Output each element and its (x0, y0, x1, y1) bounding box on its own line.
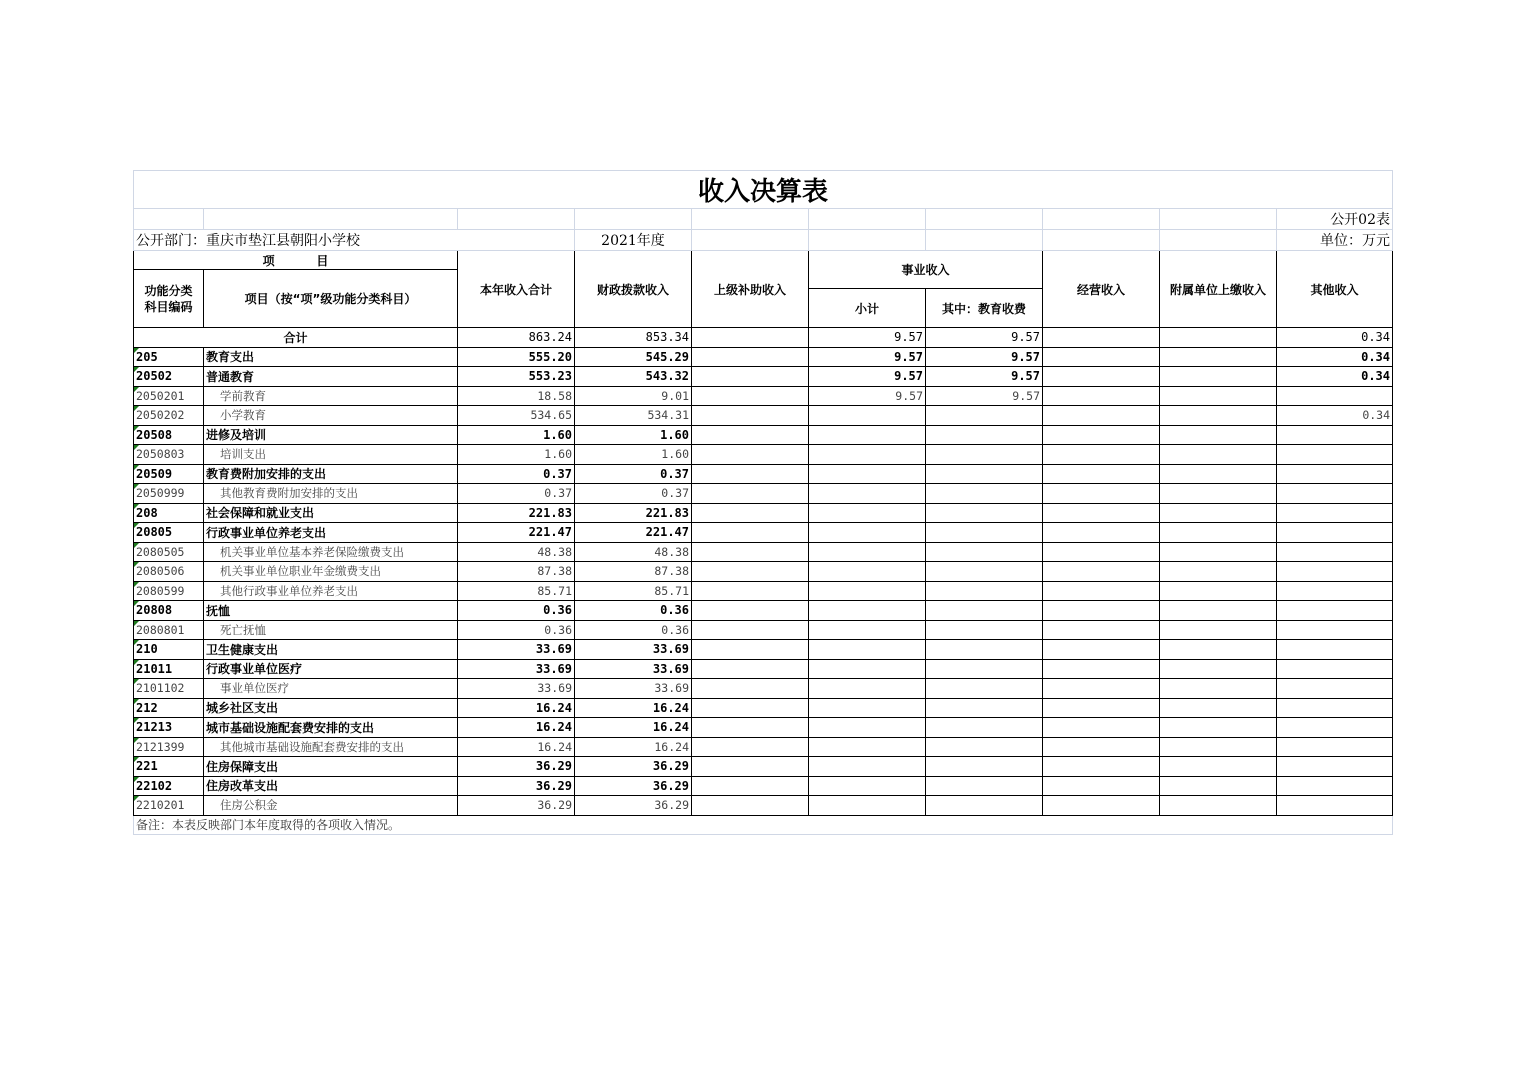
table-row (134, 367, 1393, 387)
row-cell-edu-fee (926, 796, 1043, 816)
row-code: 205 (134, 347, 204, 367)
row-cell-edu-fee (926, 640, 1043, 660)
table-row (134, 601, 1393, 621)
row-cell-fiscal: 87.38 (575, 562, 692, 582)
row-code: 21213 (134, 718, 204, 738)
table-row (134, 464, 1393, 484)
row-code: 2080801 (134, 620, 204, 640)
row-cell-subtotal: 9.57 (809, 347, 926, 367)
row-cell-fiscal: 16.24 (575, 698, 692, 718)
table-row (134, 406, 1393, 426)
row-cell-fiscal: 1.60 (575, 425, 692, 445)
row-cell-affiliated (1160, 581, 1277, 601)
row-cell-superior (692, 737, 809, 757)
row-cell-total: 0.36 (458, 601, 575, 621)
row-cell-subtotal (809, 776, 926, 796)
row-cell-operating (1043, 542, 1160, 562)
row-cell-affiliated (1160, 386, 1277, 406)
total-cell-subtotal: 9.57 (809, 328, 926, 348)
row-cell-affiliated (1160, 698, 1277, 718)
row-cell-fiscal: 33.69 (575, 679, 692, 699)
total-cell-edu-fee: 9.57 (926, 328, 1043, 348)
total-cell-total: 863.24 (458, 328, 575, 348)
form-number: 公开02表 (1277, 209, 1393, 230)
row-cell-edu-fee: 9.57 (926, 386, 1043, 406)
table-row (134, 659, 1393, 679)
row-cell-operating (1043, 581, 1160, 601)
row-code: 221 (134, 757, 204, 777)
row-code: 2121399 (134, 737, 204, 757)
row-cell-subtotal (809, 620, 926, 640)
row-cell-operating (1043, 367, 1160, 387)
table-row (134, 718, 1393, 738)
row-cell-total: 48.38 (458, 542, 575, 562)
row-cell-total: 85.71 (458, 581, 575, 601)
row-cell-superior (692, 445, 809, 465)
row-cell-total: 33.69 (458, 659, 575, 679)
total-cell-affiliated (1160, 328, 1277, 348)
row-cell-superior (692, 406, 809, 426)
row-name: 机关事业单位基本养老保险缴费支出 (204, 542, 458, 562)
row-cell-fiscal: 16.24 (575, 737, 692, 757)
table-row (134, 757, 1393, 777)
row-cell-operating (1043, 484, 1160, 504)
row-cell-total: 36.29 (458, 776, 575, 796)
table-row (134, 737, 1393, 757)
row-cell-other (1277, 601, 1393, 621)
row-cell-total: 534.65 (458, 406, 575, 426)
header-business-group: 事业收入 (809, 251, 1043, 289)
row-code: 2080599 (134, 581, 204, 601)
table-row (134, 347, 1393, 367)
row-cell-affiliated (1160, 367, 1277, 387)
table-row (134, 425, 1393, 445)
row-cell-other (1277, 620, 1393, 640)
row-cell-edu-fee (926, 718, 1043, 738)
row-name: 城乡社区支出 (204, 698, 458, 718)
table-row (134, 796, 1393, 816)
row-cell-edu-fee (926, 659, 1043, 679)
row-cell-affiliated (1160, 523, 1277, 543)
row-cell-superior (692, 796, 809, 816)
table-row (134, 484, 1393, 504)
row-cell-subtotal (809, 679, 926, 699)
row-cell-affiliated (1160, 776, 1277, 796)
row-name: 教育费附加安排的支出 (204, 464, 458, 484)
row-cell-subtotal (809, 464, 926, 484)
header-operating: 经营收入 (1043, 251, 1160, 328)
row-cell-edu-fee (926, 562, 1043, 582)
row-cell-other (1277, 445, 1393, 465)
row-cell-total: 18.58 (458, 386, 575, 406)
row-cell-operating (1043, 757, 1160, 777)
row-name: 其他行政事业单位养老支出 (204, 581, 458, 601)
row-cell-subtotal (809, 737, 926, 757)
row-cell-operating (1043, 698, 1160, 718)
row-name: 抚恤 (204, 601, 458, 621)
row-cell-edu-fee (926, 757, 1043, 777)
row-cell-other (1277, 503, 1393, 523)
row-cell-edu-fee (926, 737, 1043, 757)
row-cell-operating (1043, 425, 1160, 445)
row-cell-other (1277, 776, 1393, 796)
row-cell-other (1277, 757, 1393, 777)
row-cell-total: 33.69 (458, 640, 575, 660)
row-name: 学前教育 (204, 386, 458, 406)
total-cell-superior (692, 328, 809, 348)
row-cell-fiscal: 543.32 (575, 367, 692, 387)
row-cell-fiscal: 0.36 (575, 620, 692, 640)
row-cell-fiscal: 221.47 (575, 523, 692, 543)
row-cell-operating (1043, 347, 1160, 367)
row-cell-operating (1043, 523, 1160, 543)
table-row (134, 620, 1393, 640)
row-code: 20502 (134, 367, 204, 387)
row-name: 事业单位医疗 (204, 679, 458, 699)
row-cell-affiliated (1160, 406, 1277, 426)
row-cell-operating (1043, 503, 1160, 523)
row-cell-fiscal: 48.38 (575, 542, 692, 562)
row-cell-superior (692, 484, 809, 504)
row-cell-affiliated (1160, 484, 1277, 504)
row-code: 22102 (134, 776, 204, 796)
row-cell-affiliated (1160, 737, 1277, 757)
table-row (134, 640, 1393, 660)
footnote: 备注：本表反映部门本年度取得的各项收入情况。 (134, 815, 1393, 834)
row-name: 社会保障和就业支出 (204, 503, 458, 523)
header-total: 本年收入合计 (458, 251, 575, 328)
income-table (133, 170, 1393, 835)
header-affiliated: 附属单位上缴收入 (1160, 251, 1277, 328)
row-cell-total: 0.36 (458, 620, 575, 640)
row-cell-fiscal: 0.37 (575, 464, 692, 484)
row-cell-superior (692, 347, 809, 367)
table-body (134, 328, 1393, 816)
row-code: 2050803 (134, 445, 204, 465)
row-cell-subtotal (809, 601, 926, 621)
row-name: 死亡抚恤 (204, 620, 458, 640)
row-cell-edu-fee (926, 620, 1043, 640)
row-cell-operating (1043, 659, 1160, 679)
row-cell-total: 87.38 (458, 562, 575, 582)
year-label: 2021年度 (575, 230, 692, 251)
row-cell-affiliated (1160, 718, 1277, 738)
row-cell-total: 33.69 (458, 679, 575, 699)
row-cell-superior (692, 601, 809, 621)
row-code: 21011 (134, 659, 204, 679)
row-cell-edu-fee (926, 425, 1043, 445)
row-cell-operating (1043, 445, 1160, 465)
row-code: 2050202 (134, 406, 204, 426)
row-cell-other (1277, 718, 1393, 738)
row-cell-operating (1043, 406, 1160, 426)
row-cell-operating (1043, 640, 1160, 660)
row-code: 210 (134, 640, 204, 660)
row-cell-fiscal: 33.69 (575, 659, 692, 679)
header-subtotal: 小计 (809, 289, 926, 328)
row-cell-superior (692, 679, 809, 699)
row-cell-other (1277, 523, 1393, 543)
row-cell-other (1277, 698, 1393, 718)
row-cell-subtotal (809, 503, 926, 523)
row-name: 培训支出 (204, 445, 458, 465)
row-cell-superior (692, 562, 809, 582)
row-cell-fiscal: 33.69 (575, 640, 692, 660)
total-row (134, 328, 1393, 348)
table-row (134, 503, 1393, 523)
row-cell-fiscal: 16.24 (575, 718, 692, 738)
row-cell-edu-fee (926, 406, 1043, 426)
table-row (134, 698, 1393, 718)
row-cell-operating (1043, 776, 1160, 796)
row-cell-subtotal (809, 425, 926, 445)
row-code: 20808 (134, 601, 204, 621)
header-code: 功能分类 科目编码 (134, 270, 204, 328)
row-code: 2080505 (134, 542, 204, 562)
row-cell-subtotal (809, 523, 926, 543)
row-name: 行政事业单位医疗 (204, 659, 458, 679)
row-cell-total: 36.29 (458, 796, 575, 816)
table-row (134, 542, 1393, 562)
table-row (134, 523, 1393, 543)
row-cell-superior (692, 776, 809, 796)
header-item-group: 项 目 (134, 251, 458, 270)
row-cell-fiscal: 1.60 (575, 445, 692, 465)
row-cell-edu-fee: 9.57 (926, 347, 1043, 367)
row-cell-fiscal: 545.29 (575, 347, 692, 367)
header-other: 其他收入 (1277, 251, 1393, 328)
row-cell-subtotal (809, 562, 926, 582)
row-name: 普通教育 (204, 367, 458, 387)
row-code: 2050201 (134, 386, 204, 406)
row-cell-total: 0.37 (458, 464, 575, 484)
row-cell-superior (692, 503, 809, 523)
row-cell-total: 16.24 (458, 737, 575, 757)
table-row (134, 386, 1393, 406)
row-cell-edu-fee (926, 776, 1043, 796)
row-cell-superior (692, 698, 809, 718)
row-cell-other (1277, 542, 1393, 562)
row-name: 进修及培训 (204, 425, 458, 445)
row-cell-total: 16.24 (458, 718, 575, 738)
row-cell-fiscal: 221.83 (575, 503, 692, 523)
row-cell-other (1277, 679, 1393, 699)
row-cell-other (1277, 425, 1393, 445)
row-cell-fiscal: 0.36 (575, 601, 692, 621)
row-cell-total: 221.83 (458, 503, 575, 523)
row-cell-fiscal: 9.01 (575, 386, 692, 406)
table-row (134, 581, 1393, 601)
row-cell-superior (692, 386, 809, 406)
row-cell-other (1277, 484, 1393, 504)
row-cell-affiliated (1160, 659, 1277, 679)
row-cell-superior (692, 718, 809, 738)
row-cell-operating (1043, 737, 1160, 757)
row-cell-edu-fee (926, 523, 1043, 543)
row-name: 教育支出 (204, 347, 458, 367)
row-cell-affiliated (1160, 562, 1277, 582)
row-cell-subtotal (809, 698, 926, 718)
row-code: 2080506 (134, 562, 204, 582)
row-cell-fiscal: 85.71 (575, 581, 692, 601)
total-cell-operating (1043, 328, 1160, 348)
total-cell-other: 0.34 (1277, 328, 1393, 348)
row-cell-superior (692, 757, 809, 777)
header-name: 项目（按“项”级功能分类科目） (204, 270, 458, 328)
row-cell-superior (692, 659, 809, 679)
row-code: 212 (134, 698, 204, 718)
total-cell-fiscal: 853.34 (575, 328, 692, 348)
row-cell-fiscal: 36.29 (575, 796, 692, 816)
page-title: 收入决算表 (134, 171, 1393, 209)
row-cell-other (1277, 640, 1393, 660)
row-name: 其他教育费附加安排的支出 (204, 484, 458, 504)
row-cell-affiliated (1160, 347, 1277, 367)
header-edu-fee: 其中：教育收费 (926, 289, 1043, 328)
row-cell-total: 555.20 (458, 347, 575, 367)
row-cell-superior (692, 425, 809, 445)
row-cell-other (1277, 386, 1393, 406)
row-cell-subtotal (809, 406, 926, 426)
row-cell-operating (1043, 796, 1160, 816)
row-cell-affiliated (1160, 425, 1277, 445)
row-cell-superior (692, 581, 809, 601)
unit-label: 单位：万元 (1277, 230, 1393, 251)
row-cell-affiliated (1160, 542, 1277, 562)
row-cell-edu-fee (926, 679, 1043, 699)
row-cell-affiliated (1160, 679, 1277, 699)
row-cell-other: 0.34 (1277, 367, 1393, 387)
row-cell-edu-fee: 9.57 (926, 367, 1043, 387)
row-name: 行政事业单位养老支出 (204, 523, 458, 543)
row-cell-affiliated (1160, 464, 1277, 484)
row-code: 208 (134, 503, 204, 523)
row-cell-superior (692, 640, 809, 660)
row-cell-edu-fee (926, 464, 1043, 484)
row-cell-subtotal (809, 484, 926, 504)
income-statement-sheet (133, 170, 1392, 835)
total-label: 合计 (134, 328, 458, 348)
row-cell-subtotal: 9.57 (809, 367, 926, 387)
row-name: 机关事业单位职业年金缴费支出 (204, 562, 458, 582)
row-cell-other: 0.34 (1277, 406, 1393, 426)
row-cell-total: 1.60 (458, 425, 575, 445)
row-cell-affiliated (1160, 620, 1277, 640)
row-cell-other (1277, 581, 1393, 601)
row-cell-fiscal: 36.29 (575, 757, 692, 777)
row-name: 城市基础设施配套费安排的支出 (204, 718, 458, 738)
row-cell-operating (1043, 464, 1160, 484)
table-row (134, 776, 1393, 796)
row-name: 小学教育 (204, 406, 458, 426)
row-cell-superior (692, 620, 809, 640)
row-cell-other (1277, 659, 1393, 679)
row-cell-operating (1043, 562, 1160, 582)
row-name: 卫生健康支出 (204, 640, 458, 660)
row-cell-other (1277, 796, 1393, 816)
row-cell-edu-fee (926, 445, 1043, 465)
row-name: 其他城市基础设施配套费安排的支出 (204, 737, 458, 757)
row-cell-subtotal (809, 718, 926, 738)
row-code: 2101102 (134, 679, 204, 699)
row-cell-other (1277, 562, 1393, 582)
row-cell-superior (692, 542, 809, 562)
row-cell-affiliated (1160, 757, 1277, 777)
row-cell-operating (1043, 620, 1160, 640)
row-cell-affiliated (1160, 445, 1277, 465)
row-cell-fiscal: 534.31 (575, 406, 692, 426)
row-cell-subtotal: 9.57 (809, 386, 926, 406)
table-row (134, 445, 1393, 465)
row-cell-other (1277, 737, 1393, 757)
table-row (134, 679, 1393, 699)
row-cell-subtotal (809, 640, 926, 660)
table-header (134, 251, 1393, 328)
row-cell-operating (1043, 718, 1160, 738)
row-cell-edu-fee (926, 542, 1043, 562)
row-cell-other: 0.34 (1277, 347, 1393, 367)
header-superior: 上级补助收入 (692, 251, 809, 328)
row-cell-affiliated (1160, 601, 1277, 621)
row-cell-operating (1043, 386, 1160, 406)
row-cell-edu-fee (926, 484, 1043, 504)
row-cell-total: 0.37 (458, 484, 575, 504)
row-cell-affiliated (1160, 640, 1277, 660)
row-cell-subtotal (809, 796, 926, 816)
row-cell-superior (692, 367, 809, 387)
table-row (134, 562, 1393, 582)
row-cell-fiscal: 36.29 (575, 776, 692, 796)
row-cell-operating (1043, 679, 1160, 699)
row-cell-superior (692, 523, 809, 543)
row-cell-operating (1043, 601, 1160, 621)
row-cell-superior (692, 464, 809, 484)
row-name: 住房保障支出 (204, 757, 458, 777)
department-label: 公开部门：重庆市垫江县朝阳小学校 (134, 230, 575, 251)
row-cell-subtotal (809, 659, 926, 679)
row-code: 2050999 (134, 484, 204, 504)
row-cell-other (1277, 464, 1393, 484)
row-code: 2210201 (134, 796, 204, 816)
row-code: 20509 (134, 464, 204, 484)
row-cell-edu-fee (926, 698, 1043, 718)
row-cell-affiliated (1160, 796, 1277, 816)
row-cell-total: 1.60 (458, 445, 575, 465)
row-cell-subtotal (809, 445, 926, 465)
row-cell-subtotal (809, 757, 926, 777)
row-cell-edu-fee (926, 581, 1043, 601)
row-cell-total: 221.47 (458, 523, 575, 543)
row-cell-affiliated (1160, 503, 1277, 523)
row-code: 20508 (134, 425, 204, 445)
row-cell-total: 16.24 (458, 698, 575, 718)
row-cell-fiscal: 0.37 (575, 484, 692, 504)
row-code: 20805 (134, 523, 204, 543)
row-cell-edu-fee (926, 601, 1043, 621)
row-cell-total: 553.23 (458, 367, 575, 387)
row-cell-subtotal (809, 542, 926, 562)
row-cell-total: 36.29 (458, 757, 575, 777)
row-cell-subtotal (809, 581, 926, 601)
header-fiscal: 财政拨款收入 (575, 251, 692, 328)
row-name: 住房公积金 (204, 796, 458, 816)
row-name: 住房改革支出 (204, 776, 458, 796)
row-cell-edu-fee (926, 503, 1043, 523)
